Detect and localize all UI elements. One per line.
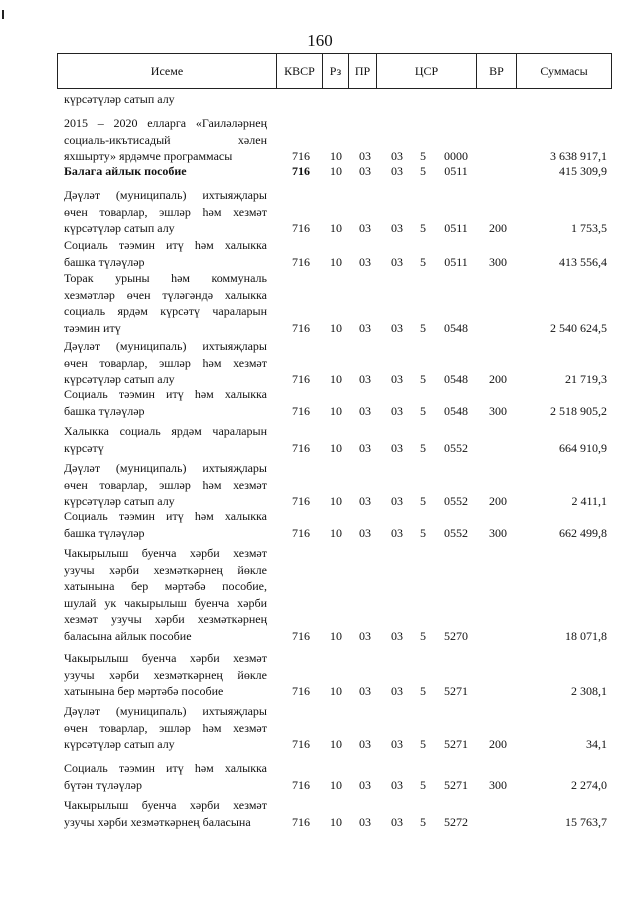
row-pr: 03 bbox=[359, 440, 371, 455]
row-csr-2: 5 bbox=[420, 440, 426, 455]
row-name-line: Социаль тәэмин итү һәм халыкка bbox=[64, 509, 267, 523]
row-sum: 664 910,9 bbox=[559, 440, 607, 455]
row-kbsr: 716 bbox=[292, 737, 310, 751]
row-csr-1: 03 bbox=[391, 525, 403, 540]
row-csr-2: 5 bbox=[420, 254, 426, 269]
row-name-line: өчен товарлар, эшләр һәм хезмәт bbox=[64, 477, 267, 492]
row-csr-1: 03 bbox=[391, 221, 403, 235]
row-rz: 10 bbox=[330, 525, 342, 540]
row-csr-2: 5 bbox=[420, 494, 426, 508]
row-sum: 34,1 bbox=[586, 737, 607, 751]
row-name-line: Социаль тәэмин итү һәм халыкка bbox=[64, 238, 267, 252]
row-csr-2: 5 bbox=[420, 814, 426, 829]
row-rz: 10 bbox=[330, 320, 342, 335]
row-pr: 03 bbox=[359, 372, 371, 386]
row-kbsr: 716 bbox=[292, 149, 310, 163]
row-name-line: Дәүләт (муниципаль) ихтыяҗлары bbox=[64, 339, 267, 353]
row-rz: 10 bbox=[330, 628, 342, 643]
row-csr-2: 5 bbox=[420, 777, 426, 792]
row-pr: 03 bbox=[359, 684, 371, 698]
row-csr-2: 5 bbox=[420, 320, 426, 335]
row-name-line: шулай ук чакырылыш буенча хәрби bbox=[64, 595, 267, 610]
row-csr-3: 0552 bbox=[444, 525, 468, 540]
row-name bbox=[64, 460, 267, 510]
row-csr-1: 03 bbox=[391, 372, 403, 386]
row-csr-1: 03 bbox=[391, 403, 403, 418]
row-vr: 200 bbox=[489, 221, 507, 235]
row-sum: 15 763,7 bbox=[565, 814, 607, 829]
row-csr-2: 5 bbox=[420, 149, 426, 163]
row-name-line: Торак урыны һәм коммуналь bbox=[64, 271, 267, 285]
row-rz: 10 bbox=[330, 684, 342, 698]
row-kbsr: 716 bbox=[292, 440, 310, 455]
row-name bbox=[64, 237, 267, 270]
row-csr-1: 03 bbox=[391, 164, 403, 178]
row-name-line: бүтән түләүләр bbox=[64, 777, 142, 792]
row-name-line: өчен товарлар, эшләр һәм хезмәт bbox=[64, 204, 267, 219]
row-csr-1: 03 bbox=[391, 320, 403, 335]
row-name bbox=[64, 270, 267, 336]
row-sum: 2 411,1 bbox=[571, 494, 607, 508]
header-rz: Рз bbox=[322, 54, 348, 88]
row-csr-2: 5 bbox=[420, 221, 426, 235]
row-csr-3: 0552 bbox=[444, 440, 468, 455]
row-name-line: социаль-икътисадый хәлен bbox=[64, 132, 267, 147]
row-kbsr: 716 bbox=[292, 221, 310, 235]
row-sum: 1 753,5 bbox=[571, 221, 607, 235]
row-name-line: 2015 – 2020 елларга «Гаиләләрнең bbox=[64, 116, 267, 130]
row-name-line: Дәүләт (муниципаль) ихтыяҗлары bbox=[64, 461, 267, 475]
row-csr-1: 03 bbox=[391, 814, 403, 829]
row-name-line: Социаль тәэмин итү һәм халыкка bbox=[64, 761, 267, 775]
row-name-line: башка түләүләр bbox=[64, 403, 145, 418]
row-name bbox=[64, 797, 267, 830]
row-pr: 03 bbox=[359, 164, 371, 178]
row-csr-2: 5 bbox=[420, 372, 426, 386]
page-number: 160 bbox=[307, 31, 333, 50]
row-csr-1: 03 bbox=[391, 254, 403, 269]
row-csr-1: 03 bbox=[391, 628, 403, 643]
row-name-line: тәэмин итү bbox=[64, 320, 121, 335]
row-name-line: Чакырылыш буенча хәрби хезмәт bbox=[64, 651, 267, 665]
row-name-line: узучы хәрби хезмәткәрнең йөкле bbox=[64, 562, 267, 577]
row-kbsr: 716 bbox=[292, 372, 310, 386]
header-name: Исеме bbox=[150, 64, 184, 78]
row-name bbox=[64, 423, 267, 456]
row-name-line: Социаль тәэмин итү һәм халыкка bbox=[64, 387, 267, 401]
row-pr: 03 bbox=[359, 814, 371, 829]
row-csr-2: 5 bbox=[420, 525, 426, 540]
row-name-line: Чакырылыш буенча хәрби хезмәт bbox=[64, 798, 267, 812]
header-sum: Суммасы bbox=[516, 54, 611, 88]
row-csr-3: 0511 bbox=[444, 221, 468, 235]
row-csr-1: 03 bbox=[391, 149, 403, 163]
row-name-line: яхшырту» ярдәмче программасы bbox=[64, 149, 233, 163]
row-csr-3: 5271 bbox=[444, 777, 468, 792]
row-csr-3: 0552 bbox=[444, 494, 468, 508]
row-vr: 200 bbox=[489, 494, 507, 508]
row-sum: 662 499,8 bbox=[559, 525, 607, 540]
row-name-line: өчен товарлар, эшләр һәм хезмәт bbox=[64, 720, 267, 735]
header-kbsr: КВСР bbox=[276, 54, 322, 88]
row-sum: 415 309,9 bbox=[559, 164, 607, 178]
row-rz: 10 bbox=[330, 254, 342, 269]
row-name-line: Дәүләт (муниципаль) ихтыяҗлары bbox=[64, 188, 267, 202]
row-name bbox=[64, 91, 267, 108]
row-csr-1: 03 bbox=[391, 737, 403, 751]
row-name-line: башка түләүләр bbox=[64, 254, 145, 269]
row-sum: 2 308,1 bbox=[571, 684, 607, 698]
row-name bbox=[64, 163, 267, 180]
row-rz: 10 bbox=[330, 777, 342, 792]
row-rz: 10 bbox=[330, 440, 342, 455]
row-name bbox=[64, 703, 267, 753]
row-sum: 18 071,8 bbox=[565, 628, 607, 643]
row-name-line: хатынына бер мәртәбә пособие, bbox=[64, 579, 267, 593]
row-kbsr: 716 bbox=[292, 320, 310, 335]
row-rz: 10 bbox=[330, 494, 342, 508]
row-rz: 10 bbox=[330, 164, 342, 178]
row-name-line: күрсәтүләр сатып алу bbox=[64, 372, 175, 386]
row-vr: 200 bbox=[489, 372, 507, 386]
header-pr: ПР bbox=[348, 54, 376, 88]
row-vr: 300 bbox=[489, 525, 507, 540]
row-csr-3: 0511 bbox=[444, 164, 468, 178]
row-rz: 10 bbox=[330, 149, 342, 163]
row-csr-2: 5 bbox=[420, 403, 426, 418]
row-csr-1: 03 bbox=[391, 684, 403, 698]
row-pr: 03 bbox=[359, 221, 371, 235]
row-name-line: узучы хәрби хезмәткәрнең баласына bbox=[64, 814, 251, 829]
row-rz: 10 bbox=[330, 221, 342, 235]
row-kbsr: 716 bbox=[292, 494, 310, 508]
row-name-line: Балага айлык пособие bbox=[64, 164, 187, 178]
row-name bbox=[64, 508, 267, 541]
row-name bbox=[64, 338, 267, 388]
row-csr-3: 5270 bbox=[444, 628, 468, 643]
row-kbsr: 716 bbox=[292, 777, 310, 792]
row-rz: 10 bbox=[330, 814, 342, 829]
row-vr: 200 bbox=[489, 737, 507, 751]
row-csr-3: 5271 bbox=[444, 684, 468, 698]
row-kbsr: 716 bbox=[292, 525, 310, 540]
row-name-line: күрсәтүләр сатып алу bbox=[64, 221, 175, 235]
row-vr: 300 bbox=[489, 403, 507, 418]
row-csr-3: 0548 bbox=[444, 403, 468, 418]
row-kbsr: 716 bbox=[292, 628, 310, 643]
row-pr: 03 bbox=[359, 149, 371, 163]
row-name-line: башка түләүләр bbox=[64, 525, 145, 540]
row-name-line: узучы хәрби хезмәткәрнең йөкле bbox=[64, 667, 267, 682]
row-name-line: өчен товарлар, эшләр һәм хезмәт bbox=[64, 355, 267, 370]
row-kbsr: 716 bbox=[292, 814, 310, 829]
row-kbsr: 716 bbox=[292, 254, 310, 269]
row-name-line: хатынына бер мәртәбә пособие bbox=[64, 684, 224, 698]
row-name-line: Чакырылыш буенча хәрби хезмәт bbox=[64, 546, 267, 560]
row-kbsr: 716 bbox=[292, 164, 310, 178]
row-sum: 2 540 624,5 bbox=[550, 320, 607, 335]
row-pr: 03 bbox=[359, 320, 371, 335]
row-rz: 10 bbox=[330, 403, 342, 418]
row-sum: 2 518 905,2 bbox=[550, 403, 607, 418]
row-csr-1: 03 bbox=[391, 494, 403, 508]
row-csr-3: 0511 bbox=[444, 254, 468, 269]
row-name bbox=[64, 650, 267, 700]
row-name-line: социаль ярдәм күрсәтү чараларын bbox=[64, 304, 267, 318]
row-kbsr: 716 bbox=[292, 403, 310, 418]
row-pr: 03 bbox=[359, 403, 371, 418]
row-vr: 300 bbox=[489, 254, 507, 269]
row-name-line: хезмәтләр өчен түләгәндә халыкка bbox=[64, 287, 267, 302]
row-csr-2: 5 bbox=[420, 684, 426, 698]
row-name-line: күрсәтүләр сатып алу bbox=[64, 92, 175, 106]
row-sum: 2 274,0 bbox=[571, 777, 607, 792]
row-name-line: Халыкка социаль ярдәм чараларын bbox=[64, 424, 267, 438]
row-name-line: күрсәтүләр сатып алу bbox=[64, 494, 175, 508]
row-kbsr: 716 bbox=[292, 684, 310, 698]
row-sum: 21 719,3 bbox=[565, 372, 607, 386]
row-csr-3: 0548 bbox=[444, 372, 468, 386]
row-csr-2: 5 bbox=[420, 164, 426, 178]
row-pr: 03 bbox=[359, 494, 371, 508]
row-rz: 10 bbox=[330, 372, 342, 386]
row-csr-3: 0000 bbox=[444, 149, 468, 163]
row-name bbox=[64, 187, 267, 237]
row-csr-3: 0548 bbox=[444, 320, 468, 335]
row-sum: 413 556,4 bbox=[559, 254, 607, 269]
row-pr: 03 bbox=[359, 777, 371, 792]
row-pr: 03 bbox=[359, 628, 371, 643]
row-name-line: күрсәтү bbox=[64, 440, 104, 455]
row-csr-1: 03 bbox=[391, 777, 403, 792]
row-name-line: Дәүләт (муниципаль) ихтыяҗлары bbox=[64, 704, 267, 718]
row-pr: 03 bbox=[359, 737, 371, 751]
row-name-line: күрсәтүләр сатып алу bbox=[64, 737, 175, 751]
row-pr: 03 bbox=[359, 525, 371, 540]
row-name bbox=[64, 386, 267, 419]
row-rz: 10 bbox=[330, 737, 342, 751]
row-name bbox=[64, 115, 267, 165]
row-name bbox=[64, 760, 267, 793]
header-vr: ВР bbox=[476, 54, 516, 88]
row-csr-3: 5272 bbox=[444, 814, 468, 829]
row-csr-3: 5271 bbox=[444, 737, 468, 751]
row-csr-1: 03 bbox=[391, 440, 403, 455]
row-sum: 3 638 917,1 bbox=[550, 149, 607, 163]
row-name-line: хезмәт узучы хәрби хезмәткәрнең bbox=[64, 612, 267, 626]
row-name-line: баласына айлык пособие bbox=[64, 628, 192, 643]
header-csr: ЦСР bbox=[376, 54, 476, 88]
row-csr-2: 5 bbox=[420, 628, 426, 643]
row-csr-2: 5 bbox=[420, 737, 426, 751]
row-name bbox=[64, 545, 267, 644]
row-pr: 03 bbox=[359, 254, 371, 269]
row-vr: 300 bbox=[489, 777, 507, 792]
